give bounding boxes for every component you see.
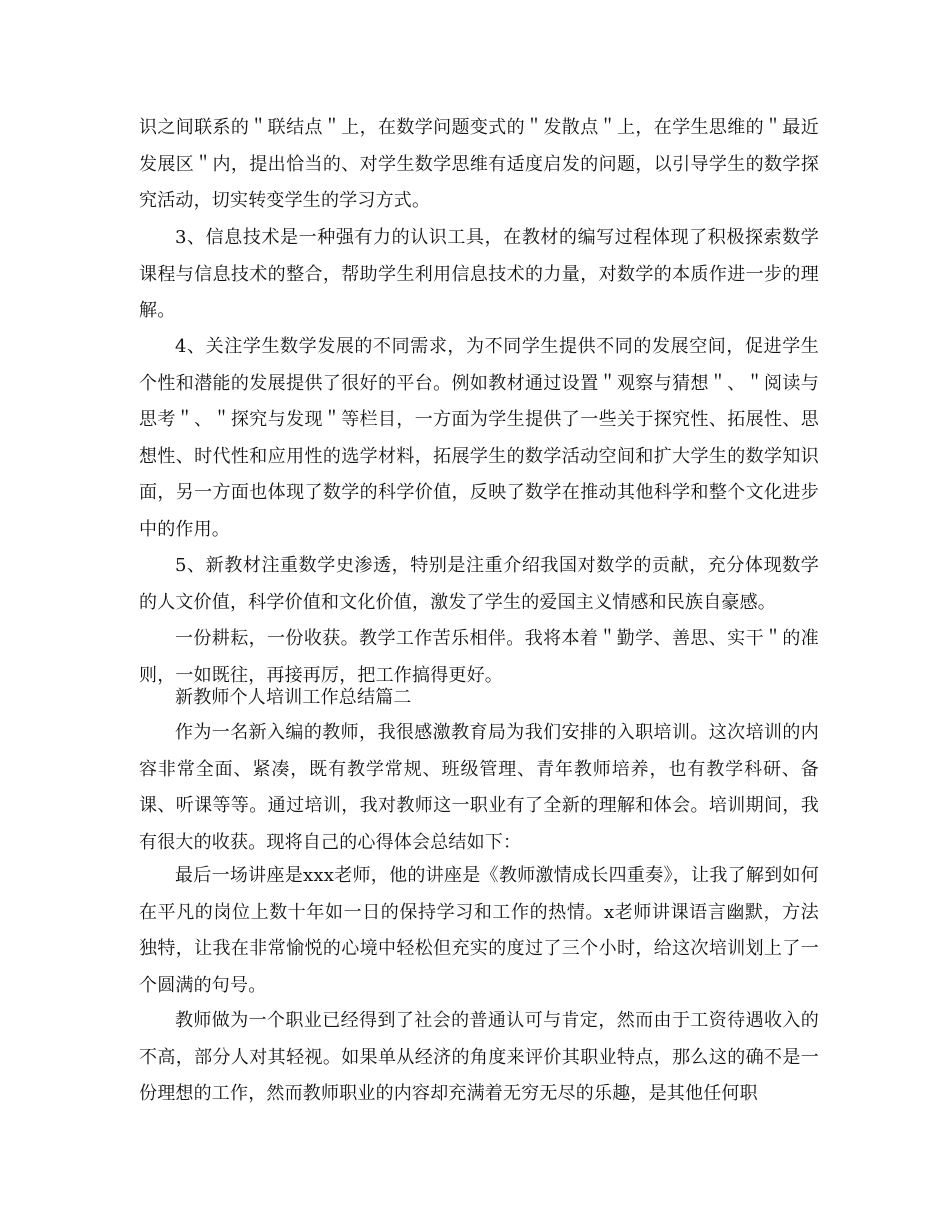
- paragraph-item-3: 3、信息技术是一种强有力的认识工具，在教材的编写过程体现了积极探索数学课程与信息技术的整合，帮助学生利用信息技术的力量，对数学的本质作进一步的理解。: [139, 227, 819, 321]
- paragraph-intro: 作为一名新入编的教师，我很感激教育局为我们安排的入职培训。这次培训的内容非常全面、紧凑，既有教学常规、班级管理、青年教师培养，也有教学科研、备课、听课等等。通过培训，我对教师这一职业有了全新的理解和体会。培训期间，我有很大的收获。现将自己的心得体会总结如下：: [139, 722, 819, 853]
- paragraph-continuation: 识之间联系的＂联结点＂上，在数学问题变式的＂发散点＂上，在学生思维的＂最近发展区＂内，提出恰当的、对学生数学思维有适度启发的问题，以引导学生的数学探究活动，切实转变学生的学习方式。: [139, 117, 819, 211]
- paragraph-item-4: 4、关注学生数学发展的不同需求，为不同学生提供不同的发展空间，促进学生个性和潜能的发展提供了很好的平台。例如教材通过设置＂观察与猜想＂、＂阅读与思考＂、＂探究与发现＂等栏目，一方面为学生提供了一些关于探究性、拓展性、思想性、时代性和应用性的选学材料，拓展学生的数学活动空间和扩大学生的数学知识面，另一方面也体现了数学的科学价值，反映了数学在推动其他科学和整个文化进步中的作用。: [139, 336, 819, 540]
- section-heading: 新教师个人培训工作总结篇二: [175, 687, 412, 708]
- paragraph-conclusion: 一份耕耘，一份收获。教学工作苦乐相伴。我将本着＂勤学、善思、实干＂的准则，一如既往，再接再厉，把工作搞得更好。: [139, 628, 819, 686]
- paragraph-item-5: 5、新教材注重数学史渗透，特别是注重介绍我国对数学的贡献，充分体现数学的人文价值，科学价值和文化价值，激发了学生的爱国主义情感和民族自豪感。: [139, 555, 819, 613]
- paragraph-lecture: 最后一场讲座是xxx老师，他的讲座是《教师激情成长四重奏》，让我了解到如何在平凡的岗位上数十年如一日的保持学习和工作的热情。x老师讲课语言幽默，方法独特，让我在非常愉悦的心境中轻松但充实的度过了三个小时，给这次培训划上了一个圆满的句号。: [139, 865, 819, 996]
- paragraph-profession: 教师做为一个职业已经得到了社会的普通认可与肯定，然而由于工资待遇收入的不高，部分人对其轻视。如果单从经济的角度来评价其职业特点，那么这的确不是一份理想的工作，然而教师职业的内容却充满着无穷无尽的乐趣，是其他任何职: [139, 1010, 819, 1104]
